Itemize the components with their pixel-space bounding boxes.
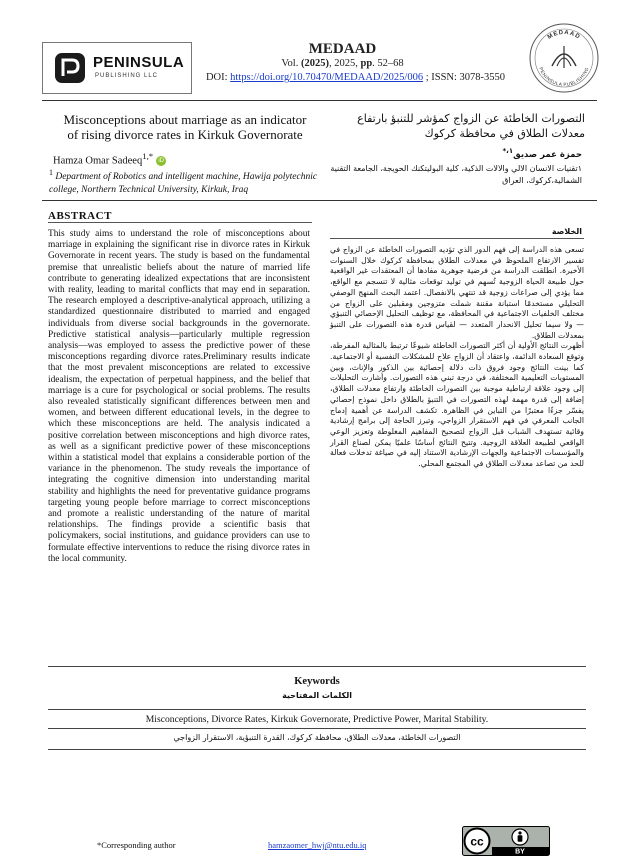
keywords-heading: Keywords [294,676,340,687]
publisher-logo [42,42,192,94]
journal-seal-icon [528,22,600,94]
keywords-en: Misconceptions, Divorce Rates, Kirkuk Governorate, Predictive Power, Marital Stability. [145,714,489,725]
abstract-ar-paragraph: أظهرت النتائج الأولية أن أكثر التصورات الخاطئة شيوعًا ترتبط بالمثالية المفرطة، وتوقع السعادة الدائمة، واعتقاد أن الزواج علاج للمشكلات النفسية أو الاجتماعية. كما بينت النتائج وجود فروق ذات دلالة إحصائية بين الذكور والإناث، وبين المستويات التعليمية المختلفة، في درجة تبني هذه التصورات. وأشارت التحليلات إلى وجود علاقة ارتباطية موجبة بين التصورات الخاطئة وارتفاع معدلات الطلاق، إضافة إلى قدرة مهمة لهذه التصورات في التنبؤ بالطلاق داخل نموذج إحصائي يفسّر جزءًا معتبرًا من التباين في الظاهرة. تكشف الدراسة عن أهمية إدماج الجانب المعرفي في فهم الاستقرار الزواجي، وتبرز الحاجة إلى برامج إرشادية وقائية تستهدف الشباب قبل الزواج لتصحيح المفاهيم المغلوطة وتعزيز الوعي الواقعي لطبيعة العلاقة الزوجية. وتتيح النتائج أساسًا علميًا يمكن لصناع القرار والمؤسسات الاجتماعية والجهات الإرشادية الاستناد إليه في صياغة تدخلات فعالة للحد من تصاعد معدلات الطلاق في المجتمع المحلي. [330,341,584,469]
volume-line: Vol. (2025), 2025, pp. 52–68 [281,58,404,69]
title-rule [42,200,597,201]
doi-line: DOI: https://doi.org/10.70470/MEDAAD/2025/006 ; ISSN: 3078-3550 [205,72,506,83]
keywords-rule-top [48,666,586,667]
svg-text:BY: BY [515,848,525,856]
author-ar: حمزة عمر صديق$^{١،*}$ [502,146,582,160]
affiliation-ar: ١تقنيات الانسان الالي والالات الذكية، كلية البوليتكنك الحويجة، الجامعة التقنية الشمالية،كركوك، العراق [330,164,582,185]
cc-by-license-icon[interactable] [462,826,550,856]
keywords-ar: التصورات الخاطئة، معدلات الطلاق، محافظة كركوك، القدرة التنبؤية، الاستقرار الزواجي [173,733,461,742]
author-en: Hamza Omar Sadeeq$^{1,*}$iD [53,151,166,167]
orcid-icon[interactable]: iD [156,156,166,166]
corresponding-author: *Corresponding author [97,840,176,850]
abstract-ar-text [330,245,584,470]
doi-link[interactable]: https://doi.org/10.70470/MEDAAD/2025/006 [230,72,424,83]
affiliation-en: $^1$ Department of Robotics and intelligent machine, Hawija polytechnic college, Northern Technical University, Kirkuk, Iraq [49,168,318,196]
svg-text:PENINSULA PUBLISHING: PENINSULA PUBLISHING [538,66,590,88]
abstract-text: This study aims to understand the role of misconceptions about marriage in explaining the significant rise in divorce rates in Kirkuk Governorate in recent years. The study is based on the fundamental premise that unrealistic beliefs about the nature of married life contribute to generating idealized expectations that are inconsistent with reality, leading to marital conflicts that may end in separation. The research employed a descriptive-analytical approach, utilizing a standardized questionnaire distributed to married and engaged individuals from diverse social backgrounds in the governorate. Predictive statistical analysis—particularly multiple regression analysis—was employed to assess the predictive power of these misconceptions regarding divorce rates.Preliminary results indicate that the most prevalent misconceptions are related to excessive idealism, the expectation of perpetual happiness, and the belief that marriage is a cure for psychological or social problems. The results also revealed statistically significant differences between men and women, and between different educational levels, in the degree to which these misconceptions are held. The analysis indicated a positive correlation between misconceptions and high divorce rates, as well as a significant predictive power of these misconceptions within a statistical model that explains a considerable portion of the variance in the phenomenon. The study reveals the importance of integrating the cognitive dimension into understanding marital stability and highlights the need for preventative guidance programs targeting young people before marriage to correct misconceptions and promote a realistic understanding of the nature of marital relationships. The findings provide a scientific basis that policymakers, social institutions, and guidance providers can use to formulate effective interventions to reduce the rising divorce rates in the local community. [48,229,310,564]
journal-name: MEDAAD [308,41,377,57]
abstract-rule [48,222,312,223]
article-title-ar: التصورات الخاطئة عن الزواج كمؤشر للتنبؤ بارتفاع معدلات الطلاق في محافظة كركوك [357,112,585,140]
publisher-name: PENINSULA [93,54,185,71]
publisher-logo-icon [53,51,87,85]
svg-text:MEDAAD: MEDAAD [546,29,582,41]
keywords-rule-bottom [48,749,586,750]
keywords-ar-heading: الكلمات المفتاحية [282,691,352,700]
abstract-heading: ABSTRACT [48,210,112,222]
keywords-rule-inner [48,728,586,729]
header-rule [42,100,597,101]
abstract-ar-rule [330,238,584,239]
publisher-subtitle: PUBLISHING LLC [95,73,159,79]
svg-text:cc: cc [470,834,484,849]
abstract-ar-heading: الخلاصة [551,227,582,236]
abstract-ar-paragraph: تسعى هذه الدراسة إلى فهم الدور الذي تؤديه التصورات الخاطئة عن الزواج في تفسير الارتفاع الملحوظ في معدلات الطلاق بمحافظة كركوك خلال السنوات الأخيرة. انطلقت الدراسة من فرضية جوهرية مفادها أن المعتقدات غير الواقعية حول طبيعة الحياة الزوجية تُسهم في توليد توقعات مثالية لا تنسجم مع الواقع، مما يؤدي إلى صراعات زوجية قد تنتهي بالانفصال. اعتمد البحث المنهج الوصفي التحليلي مستخدمًا استبانة مقننة شملت متزوجين ومقبلين على الزواج من مختلف الخلفيات الاجتماعية في المحافظة، مع توظيف التحليل الإحصائي التنبؤي — ولا سيما تحليل الانحدار المتعدد — لقياس قدرة هذه التصورات على التنبؤ بمعدلات الطلاق. [330,245,584,340]
article-title-en: Misconceptions about marriage as an indicator of rising divorce rates in Kirkuk Governorate [63,112,307,142]
corresponding-email[interactable]: hamzaomer_hwj@ntu.edu.iq [268,840,367,850]
keywords-rule-mid [48,709,586,710]
